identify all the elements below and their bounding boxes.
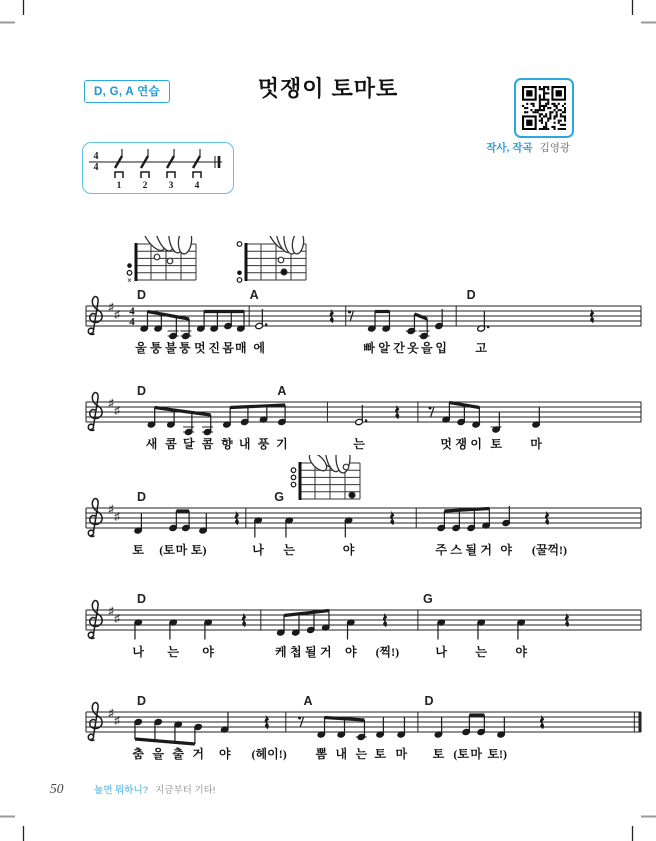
svg-text:콤: 콤 xyxy=(201,437,214,451)
svg-text:입: 입 xyxy=(435,341,447,355)
svg-text:뽐: 뽐 xyxy=(315,747,328,761)
svg-text:토: 토 xyxy=(374,747,386,761)
svg-text:야: 야 xyxy=(202,645,214,659)
song-title: 멋쟁이 토마토 xyxy=(257,76,399,101)
svg-text:간: 간 xyxy=(393,341,405,355)
svg-text:알: 알 xyxy=(378,341,390,355)
svg-text:될: 될 xyxy=(465,543,477,557)
svg-text:토): 토) xyxy=(190,543,207,557)
svg-text:첩: 첩 xyxy=(289,645,302,659)
page-number: 50 xyxy=(50,781,64,796)
svg-text:토: 토 xyxy=(432,747,445,761)
svg-text:풍: 풍 xyxy=(257,437,270,451)
svg-text:D: D xyxy=(136,490,147,504)
svg-text:불: 불 xyxy=(165,341,177,355)
svg-text:D: D xyxy=(424,694,434,708)
svg-text:A: A xyxy=(303,694,313,708)
svg-text:♯: ♯ xyxy=(108,707,114,720)
svg-text:♯: ♯ xyxy=(108,397,114,410)
svg-text:내: 내 xyxy=(335,747,348,761)
svg-text:춤: 춤 xyxy=(132,747,144,761)
svg-text:야: 야 xyxy=(218,747,231,761)
chord-diagram-a xyxy=(234,236,314,288)
svg-text:♯: ♯ xyxy=(108,503,114,516)
svg-text:거: 거 xyxy=(480,543,492,557)
svg-text:는: 는 xyxy=(353,437,365,451)
svg-text:내: 내 xyxy=(238,437,251,451)
svg-text:2: 2 xyxy=(142,181,148,190)
svg-text:스: 스 xyxy=(450,543,462,557)
svg-text:주: 주 xyxy=(435,543,447,557)
staff-system-4 xyxy=(78,592,656,678)
svg-text:토: 토 xyxy=(490,437,502,451)
svg-text:야: 야 xyxy=(500,543,512,557)
page-footer xyxy=(50,781,215,797)
credit-name: 김영광 xyxy=(539,143,570,154)
svg-text:4: 4 xyxy=(93,162,99,173)
svg-text:달: 달 xyxy=(182,437,195,451)
svg-text:마: 마 xyxy=(530,437,542,451)
svg-text:D: D xyxy=(136,694,147,708)
qr-code-frame xyxy=(514,78,574,138)
svg-text:(꿀꺽!): (꿀꺽!) xyxy=(531,543,568,557)
svg-text:×: × xyxy=(127,276,132,285)
svg-text:나: 나 xyxy=(435,645,447,659)
svg-text:을: 을 xyxy=(420,341,433,355)
qr-code xyxy=(522,86,566,130)
svg-text:을: 을 xyxy=(152,747,164,761)
svg-text:4: 4 xyxy=(129,316,135,328)
svg-text:퉁: 퉁 xyxy=(178,341,191,355)
credit-label: 작사, 작곡 xyxy=(486,142,533,154)
strum-rhythm-box xyxy=(82,142,234,194)
svg-text:(찍!): (찍!) xyxy=(375,645,400,659)
svg-text:울: 울 xyxy=(135,341,147,355)
svg-text:D: D xyxy=(136,288,147,302)
svg-text:새: 새 xyxy=(145,437,158,451)
svg-text:옷: 옷 xyxy=(407,341,419,355)
credit-line xyxy=(486,140,570,155)
svg-text:거: 거 xyxy=(319,645,332,659)
svg-text:4: 4 xyxy=(93,151,99,162)
svg-text:야: 야 xyxy=(342,543,355,557)
svg-text:마: 마 xyxy=(395,747,408,761)
svg-text:이: 이 xyxy=(470,437,482,451)
staff-system-3 xyxy=(78,490,656,576)
svg-text:퉁: 퉁 xyxy=(150,341,162,355)
svg-text:는: 는 xyxy=(283,543,295,557)
practice-badge: D, G, A 연습 xyxy=(84,80,170,103)
svg-text:4: 4 xyxy=(194,181,200,190)
svg-text:빠: 빠 xyxy=(363,341,375,355)
staff-system-5 xyxy=(78,694,656,780)
svg-text:A: A xyxy=(249,288,259,302)
svg-text:거: 거 xyxy=(192,747,204,761)
footer-slogan-gray: 지금부터 기타! xyxy=(155,785,216,796)
svg-text:될: 될 xyxy=(304,645,317,659)
svg-text:1: 1 xyxy=(116,181,122,190)
svg-text:A: A xyxy=(277,384,287,398)
rhythm-pattern xyxy=(83,143,230,190)
svg-text:매: 매 xyxy=(235,341,247,355)
svg-text:♯: ♯ xyxy=(114,613,120,625)
svg-text:콤: 콤 xyxy=(165,437,177,451)
footer-slogan-blue: 놀면 뭐하니? xyxy=(94,785,149,796)
svg-text:출: 출 xyxy=(172,747,184,761)
svg-text:토!): 토!) xyxy=(487,747,508,761)
staff-system-1 xyxy=(78,288,656,374)
svg-text:♯: ♯ xyxy=(114,309,120,321)
chord-diagram-d xyxy=(124,236,204,288)
svg-text:멋: 멋 xyxy=(193,341,206,355)
svg-text:고: 고 xyxy=(475,341,487,355)
svg-text:멋: 멋 xyxy=(440,437,452,451)
svg-text:향: 향 xyxy=(221,437,233,451)
svg-text:(토: (토 xyxy=(453,747,469,761)
svg-text:는: 는 xyxy=(475,645,487,659)
svg-text:D: D xyxy=(136,384,147,398)
svg-text:4: 4 xyxy=(129,305,135,318)
svg-text:나: 나 xyxy=(252,543,264,557)
svg-text:기: 기 xyxy=(276,437,288,451)
svg-text:♯: ♯ xyxy=(114,405,120,417)
svg-text:♯: ♯ xyxy=(108,301,114,314)
svg-text:♯: ♯ xyxy=(114,511,120,523)
svg-text:케: 케 xyxy=(275,645,287,659)
svg-text:G: G xyxy=(423,592,433,606)
svg-text:♯: ♯ xyxy=(108,605,114,618)
svg-text:에: 에 xyxy=(253,341,265,355)
svg-text:나: 나 xyxy=(132,645,144,659)
svg-text:3: 3 xyxy=(168,181,174,190)
svg-text:(토: (토 xyxy=(159,543,175,557)
svg-text:몸: 몸 xyxy=(222,341,234,355)
staff-system-2 xyxy=(78,384,656,470)
svg-text:야: 야 xyxy=(515,645,527,659)
svg-text:(헤이!): (헤이!) xyxy=(251,747,287,761)
svg-text:토: 토 xyxy=(132,543,144,557)
svg-text:는: 는 xyxy=(355,747,368,761)
svg-text:쟁: 쟁 xyxy=(455,437,467,451)
svg-text:마: 마 xyxy=(175,543,188,557)
svg-text:마: 마 xyxy=(470,747,482,761)
svg-text:야: 야 xyxy=(344,645,357,659)
svg-text:♯: ♯ xyxy=(114,715,120,727)
svg-text:진: 진 xyxy=(208,341,221,355)
svg-text:G: G xyxy=(274,490,285,504)
svg-text:D: D xyxy=(466,288,476,302)
svg-text:는: 는 xyxy=(167,645,179,659)
svg-text:D: D xyxy=(136,592,147,606)
